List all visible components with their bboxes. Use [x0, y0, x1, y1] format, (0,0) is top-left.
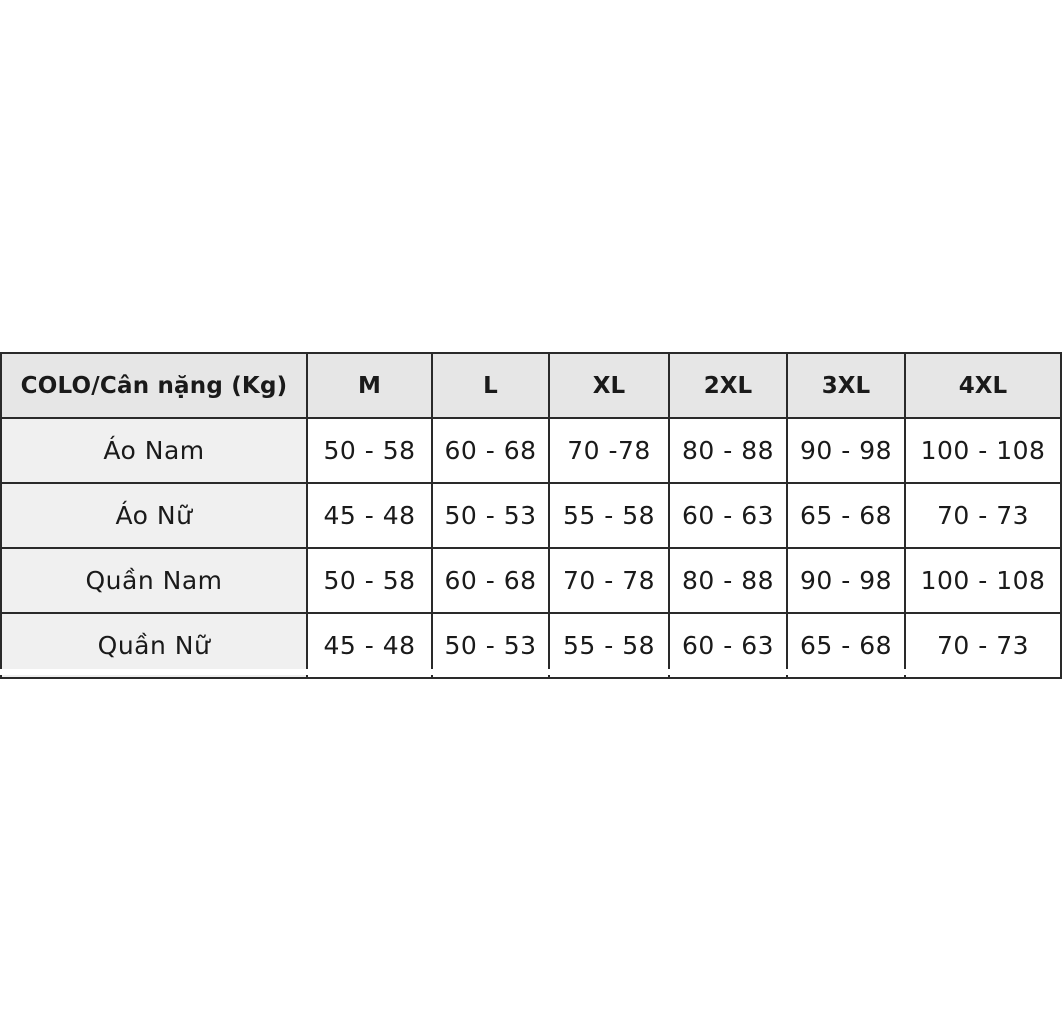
row-label: Quần Nữ: [1, 613, 307, 678]
size-header-3xl: 3XL: [787, 353, 905, 418]
size-header-l: L: [432, 353, 549, 418]
table-cell: 70 - 73: [905, 483, 1061, 548]
table-cell: 60 - 68: [432, 548, 549, 613]
table-row: [1, 548, 1061, 613]
row-label: Áo Nữ: [1, 483, 307, 548]
table-cell: 90 - 98: [787, 418, 905, 483]
table-cell: 50 - 58: [307, 418, 432, 483]
size-table: [0, 352, 1062, 679]
size-chart: [0, 352, 1046, 672]
size-header-4xl: 4XL: [905, 353, 1061, 418]
table-cell: 70 - 73: [905, 613, 1061, 678]
table-row: [1, 483, 1061, 548]
table-cell: 60 - 68: [432, 418, 549, 483]
size-header-m: M: [307, 353, 432, 418]
table-cell: 55 - 58: [549, 483, 669, 548]
table-cell: 50 - 53: [432, 483, 549, 548]
corner-label: COLO/Cân nặng (Kg): [1, 353, 307, 418]
header-row: [1, 353, 1061, 418]
size-header-xl: XL: [549, 353, 669, 418]
table-cell: 45 - 48: [307, 483, 432, 548]
table-cell: 60 - 63: [669, 613, 787, 678]
table-cell: 65 - 68: [787, 613, 905, 678]
table-cell: 50 - 58: [307, 548, 432, 613]
table-cell: 50 - 53: [432, 613, 549, 678]
table-row: [1, 418, 1061, 483]
table-cell: 90 - 98: [787, 548, 905, 613]
table-cell: 45 - 48: [307, 613, 432, 678]
row-label: Áo Nam: [1, 418, 307, 483]
table-cell: 100 - 108: [905, 548, 1061, 613]
size-header-2xl: 2XL: [669, 353, 787, 418]
crop-edge: [0, 669, 1024, 675]
table-cell: 65 - 68: [787, 483, 905, 548]
table-cell: 70 - 78: [549, 548, 669, 613]
table-cell: 80 - 88: [669, 548, 787, 613]
table-cell: 55 - 58: [549, 613, 669, 678]
table-cell: 80 - 88: [669, 418, 787, 483]
table-cell: 70 -78: [549, 418, 669, 483]
table-cell: 60 - 63: [669, 483, 787, 548]
row-label: Quần Nam: [1, 548, 307, 613]
table-cell: 100 - 108: [905, 418, 1061, 483]
